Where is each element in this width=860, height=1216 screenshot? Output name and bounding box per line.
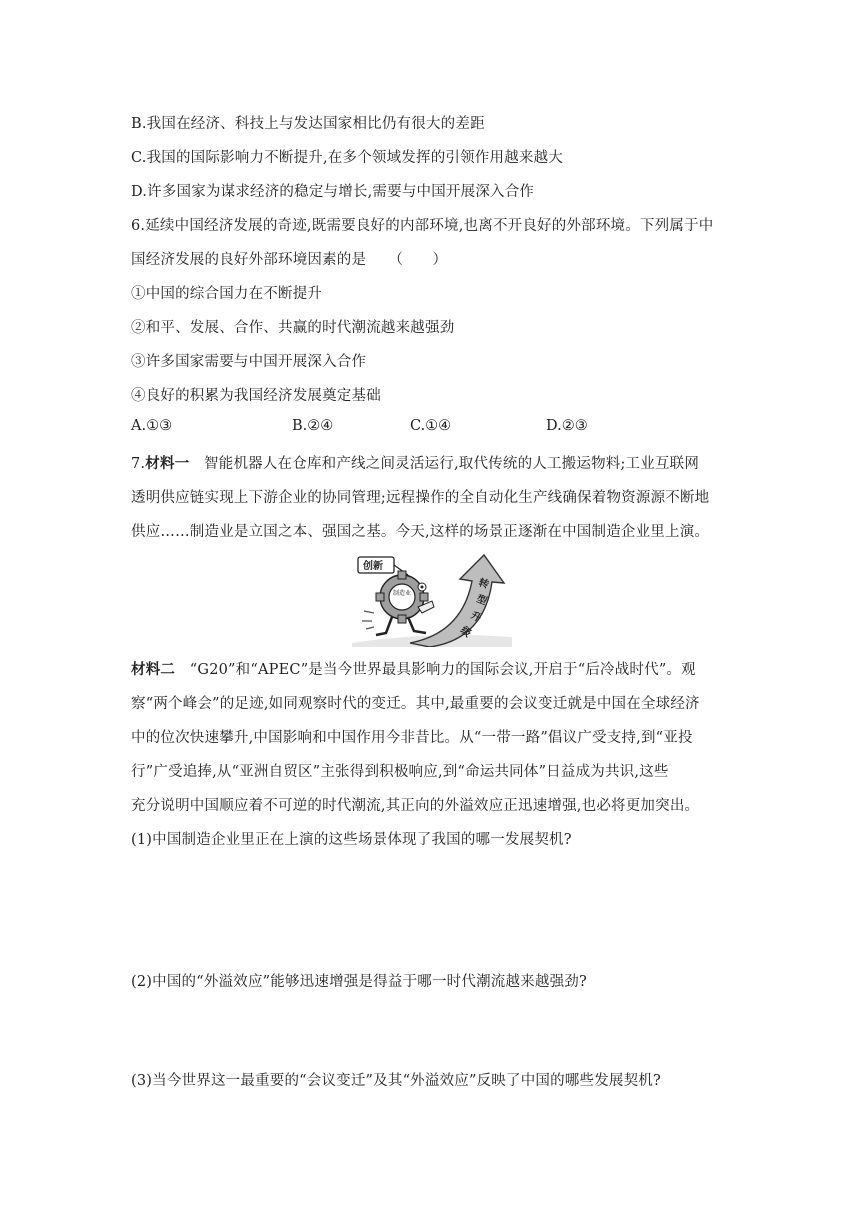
q7-material2-line3: 中的位次快速攀升,中国影响和中国作用今非昔比。从“一带一路”倡议广受支持,到“亚投 [131,730,693,746]
arrow-char-4: 级 [458,624,473,640]
q6-choice-a: A.①③ [131,418,173,434]
sub-question-2: (2)中国的“外溢效应”能够迅速增强是得益于哪一时代潮流越来越强劲? [131,974,587,990]
sub-question-3: (3)当今世界这一最重要的“会议变迁”及其“外溢效应”反映了中国的哪些发展契机? [131,1073,661,1089]
material2-text-1: “G20”和“APEC”是当今世界最具影响力的国际会议,开启于“后冷战时代”。观 [175,662,696,678]
q5-option-b: B.我国在经济、科技上与发达国家相比仍有很大的差距 [131,116,485,132]
arrow-char-1: 转 [477,577,490,591]
q6-choice-d: D.②③ [546,418,588,434]
q6-choice-b: B.②④ [292,418,334,434]
gear-text: 制造业 [392,590,412,597]
arrow-char-2: 型 [474,593,489,608]
material2-label: 材料二 [131,661,176,678]
q6-item-3: ③许多国家需要与中国开展深入合作 [131,354,367,370]
q6-stem-line1: 6.延续中国经济发展的奇迹,既需要良好的内部环境,也离不开良好的外部环境。下列属于中 [131,218,714,234]
q6-item-1: ①中国的综合国力在不断提升 [131,286,323,302]
q7-number: 7. [131,456,146,472]
material1-text-1: 智能机器人在仓库和产线之间灵活运行,取代传统的人工搬运物料;工业互联网 [189,456,700,472]
q7-material1-line1 [131,452,699,473]
sign-text: 创新 [363,561,383,572]
q7-material2-line1 [131,658,696,679]
q6-item-4: ④良好的积累为我国经济发展奠定基础 [131,388,381,404]
q5-option-d: D.许多国家为谋求经济的稳定与增长,需要与中国开展深入合作 [131,184,535,200]
arrow-char-3: 升 [468,610,483,625]
q7-material2-line5: 充分说明中国顺应着不可逆的时代潮流,其正向的外溢效应正迅速增强,也必将更加突出。 [131,798,700,814]
gear-character [362,571,434,635]
innovation-transformation-illustration [352,551,512,647]
q7-material1-line2: 透明供应链实现上下游企业的协同管理;远程操作的全自动化生产线确保着物资源源不断地 [131,490,710,506]
q6-item-2: ②和平、发展、合作、共赢的时代潮流越来越强劲 [131,320,455,336]
sub-question-1: (1)中国制造企业里正在上演的这些场景体现了我国的哪一发展契机? [131,832,572,848]
material1-label: 材料一 [145,455,190,472]
q7-material1-line3: 供应……制造业是立国之本、强国之基。今天,这样的场景正逐渐在中国制造企业里上演。 [131,524,710,540]
q5-option-c: C.我国的国际影响力不断提升,在多个领域发挥的引领作用越来越大 [131,150,563,166]
q6-stem-line2: 国经济发展的良好外部环境因素的是 （ ） [131,252,448,268]
q7-material2-line2: 察“两个峰会”的足迹,如同观察时代的变迁。其中,最重要的会议变迁就是中国在全球经济 [131,696,700,712]
q7-material2-line4: 行”广受追捧,从“亚洲自贸区”主张得到积极响应,到“命运共同体”日益成为共识,这些 [131,764,669,780]
q6-choice-c: C.①④ [410,418,452,434]
